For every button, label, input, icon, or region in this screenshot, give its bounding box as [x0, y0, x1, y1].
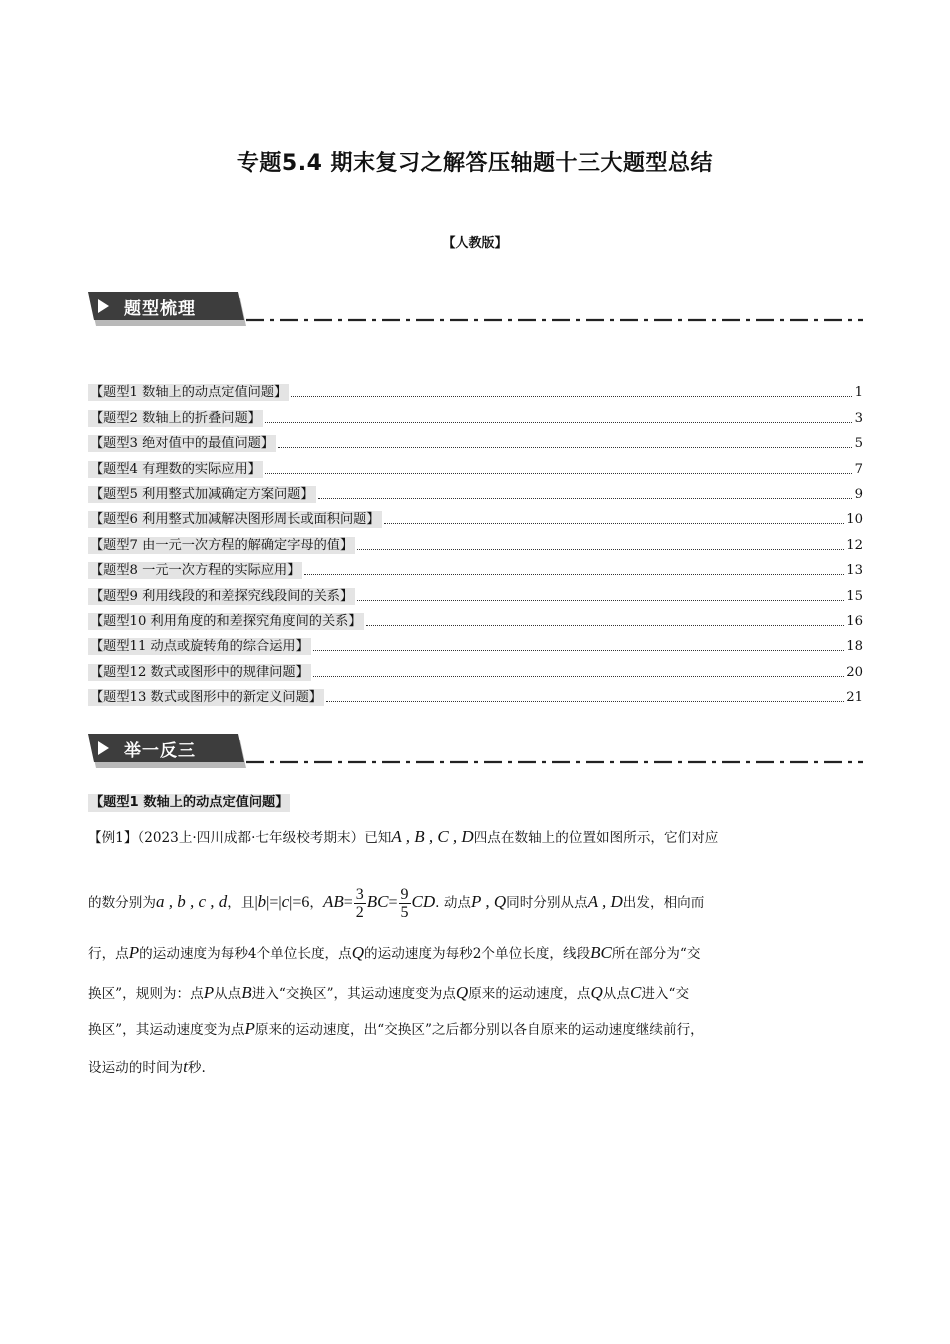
section-heading: 【题型1 数轴上的动点定值问题】 [90, 795, 289, 810]
math-b: B [241, 983, 252, 1002]
toc-entry-page: 1 [854, 385, 863, 401]
abs-bar: | [254, 894, 258, 911]
math-cd: CD [411, 892, 436, 911]
toc-entry-label: 【题型1 数轴上的动点定值问题】 [90, 385, 288, 401]
toc-leader [265, 421, 852, 423]
toc-entry-page: 21 [846, 690, 863, 706]
abs-bar: | [266, 894, 270, 911]
example-line-5 [88, 1018, 863, 1041]
toc-entry-3[interactable] [88, 427, 863, 452]
fraction-3-2 [354, 886, 366, 921]
toc-entry-6[interactable] [88, 503, 863, 528]
document-title: 专题5.4 期末复习之解答压轴题十三大题型总结 [236, 151, 714, 176]
toc-leader [291, 395, 852, 397]
math-q: Q [351, 943, 365, 962]
toc-entry-12[interactable] [88, 655, 863, 680]
toc-leader [366, 624, 845, 626]
example-source: （2023上·四川成都·七年级校考期末） [137, 830, 365, 846]
text-run: . 动点 [435, 895, 472, 911]
fraction-numerator: 3 [355, 886, 364, 903]
toc-entry-page: 20 [846, 664, 863, 680]
text-run: 从点 [214, 986, 242, 1002]
banner-graphic [88, 290, 863, 330]
math-p: P [203, 983, 215, 1002]
toc-leader [318, 497, 852, 499]
toc-entry-7[interactable] [88, 528, 863, 553]
text-run: 原来的运动速度，出“交换区”之后都分别以各自原来的运动速度继续前行， [254, 1022, 704, 1038]
math-eq-sign: = [388, 894, 398, 911]
text-run: 换区”，规则为：点 [88, 986, 204, 1002]
text-run: 从点 [602, 986, 630, 1002]
toc-leader [357, 599, 844, 601]
example-line-3 [88, 942, 863, 965]
edition-label: 【人教版】 [442, 236, 508, 251]
text-run: ，且 [227, 895, 255, 911]
toc-entry-page: 9 [854, 486, 863, 502]
text-run: 换区”，其运动速度变为点 [88, 1022, 245, 1038]
math-p: P [244, 1019, 255, 1038]
toc-entry-page: 12 [846, 537, 863, 553]
toc-entry-4[interactable] [88, 452, 863, 477]
toc-entry-page: 13 [846, 563, 863, 579]
toc-entry-page: 7 [854, 461, 863, 477]
toc-entry-label: 【题型9 利用线段的和差探究线段间的关系】 [90, 588, 354, 604]
toc-entry-label: 【题型2 数轴上的折叠问题】 [90, 410, 261, 426]
toc-entry-label: 【题型7 由一元一次方程的解确定字母的值】 [90, 537, 354, 553]
text-run: 的运动速度为每秒2个单位长度，线段 [364, 946, 591, 962]
toc-entry-label: 【题型13 数式或图形中的新定义问题】 [90, 690, 322, 706]
toc-leader [326, 700, 844, 702]
toc-leader [265, 472, 852, 474]
math-ab: AB [322, 892, 344, 911]
math-abs-b: b [257, 892, 267, 911]
banner-graphic [88, 732, 863, 772]
toc-entry-11[interactable] [88, 630, 863, 655]
math-q: Q [455, 983, 469, 1002]
toc-entry-page: 5 [854, 436, 863, 452]
abs-bar: | [278, 894, 282, 911]
math-t: t [183, 1057, 188, 1076]
examples-banner [88, 732, 863, 772]
text-run: 秒. [187, 1060, 206, 1076]
toc-banner [88, 290, 863, 330]
toc-leader [304, 573, 844, 575]
toc-entry-page: 18 [846, 639, 863, 655]
text-run: ， [309, 895, 323, 911]
math-ad: A , D [587, 892, 623, 911]
text-run: 进入“交换区”，其运动速度变为点 [251, 986, 456, 1002]
text-run: 出发，相向而 [622, 895, 705, 911]
math-bc: BC [366, 892, 389, 911]
example-line-6 [88, 1056, 863, 1079]
toc-entry-2[interactable] [88, 401, 863, 426]
math-abs-c: c [281, 892, 290, 911]
fraction-denominator: 5 [400, 904, 409, 921]
toc-entry-1[interactable] [88, 376, 863, 401]
toc-entry-label: 【题型5 利用整式加减确定方案问题】 [90, 486, 314, 502]
text-run: 已知 [364, 830, 392, 846]
toc-entry-9[interactable] [88, 579, 863, 604]
text-run: 原来的运动速度，点 [468, 986, 591, 1002]
table-of-contents [88, 376, 863, 706]
math-vars: a , b , c , d [155, 892, 228, 911]
text-run: 的运动速度为每秒4个单位长度，点 [139, 946, 352, 962]
toc-leader [384, 522, 845, 524]
example-line-2 [88, 880, 863, 925]
toc-entry-13[interactable] [88, 681, 863, 706]
toc-entry-8[interactable] [88, 554, 863, 579]
fraction-denominator: 2 [355, 904, 364, 921]
toc-entry-label: 【题型12 数式或图形中的规律问题】 [90, 664, 309, 680]
abs-bar: | [289, 894, 293, 911]
toc-entry-label: 【题型4 有理数的实际应用】 [90, 461, 261, 477]
toc-entry-10[interactable] [88, 605, 863, 630]
math-q: Q [590, 983, 603, 1002]
text-run: 进入“交 [641, 986, 690, 1002]
text-run: 同时分别从点 [506, 895, 588, 911]
text-run: 的数分别为 [88, 895, 156, 911]
fraction-numerator: 9 [400, 886, 409, 903]
toc-banner-label: 题型梳理 [124, 299, 196, 319]
toc-entry-label: 【题型11 动点或旋转角的综合运用】 [90, 639, 309, 655]
example-tag: 【例1】 [88, 830, 138, 846]
toc-entry-label: 【题型10 利用角度的和差探究角度间的关系】 [90, 613, 362, 629]
toc-entry-label: 【题型6 利用整式加减解决图形周长或面积问题】 [90, 512, 380, 528]
text-run: 设运动的时间为 [88, 1060, 184, 1076]
fraction-9-5 [399, 886, 411, 921]
math-p: P [128, 943, 140, 962]
toc-entry-page: 16 [846, 613, 863, 629]
math-points: A , B , C , D [391, 827, 474, 846]
math-eq-value: =6 [292, 894, 310, 911]
toc-leader [313, 675, 844, 677]
example-line-4 [88, 982, 863, 1005]
toc-entry-page: 15 [846, 588, 863, 604]
example-line-1 [88, 826, 863, 849]
toc-entry-page: 10 [846, 512, 863, 528]
toc-leader [278, 446, 852, 448]
math-pq: P , Q [471, 892, 507, 911]
toc-entry-page: 3 [854, 410, 863, 426]
toc-entry-5[interactable] [88, 478, 863, 503]
toc-entry-label: 【题型8 一元一次方程的实际应用】 [90, 563, 301, 579]
math-c: C [629, 983, 642, 1002]
text-run: 四点在数轴上的位置如图所示，它们对应 [473, 830, 719, 846]
toc-leader [313, 649, 844, 651]
math-eq: = [269, 894, 279, 911]
math-bc: BC [590, 943, 612, 962]
math-eq-sign: = [343, 894, 353, 911]
examples-banner-label: 举一反三 [124, 741, 196, 761]
text-run: 所在部分为“交 [611, 946, 701, 962]
text-run: 行，点 [88, 946, 129, 962]
toc-entry-label: 【题型3 绝对值中的最值问题】 [90, 436, 275, 452]
toc-leader [357, 548, 844, 550]
